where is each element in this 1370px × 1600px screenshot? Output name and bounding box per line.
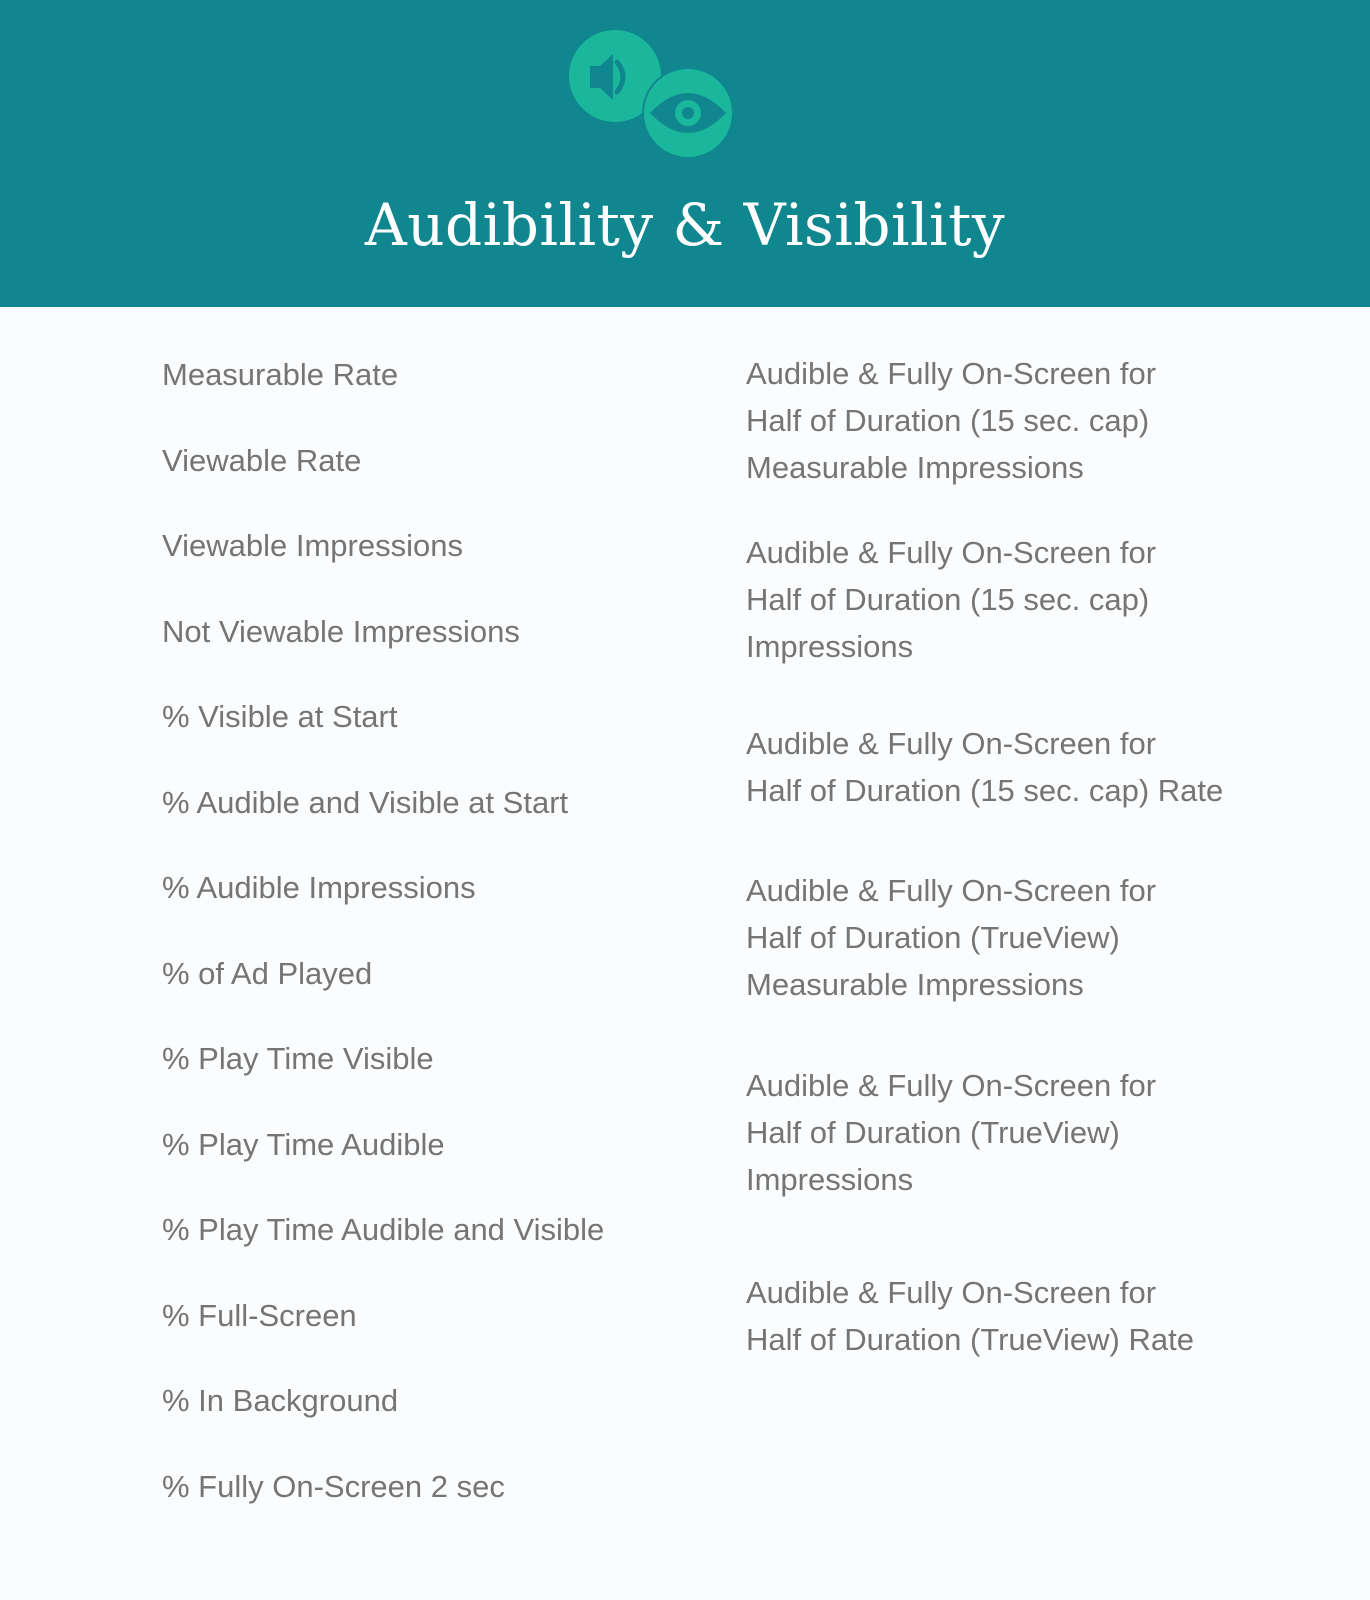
list-item: % In Background bbox=[162, 1383, 399, 1418]
list-item: % Audible Impressions bbox=[162, 870, 476, 905]
list-item bbox=[746, 529, 1156, 670]
list-item-line: Audible & Fully On-Screen for bbox=[746, 1275, 1157, 1310]
list-item: % of Ad Played bbox=[162, 955, 373, 991]
list-item: Not Viewable Impressions bbox=[162, 613, 520, 649]
list-item-line: Impressions bbox=[746, 1162, 914, 1197]
list-item-line: Half of Duration (TrueView) bbox=[746, 1115, 1120, 1150]
list-item: % Play Time Audible bbox=[162, 1126, 445, 1162]
list-item-line: Impressions bbox=[746, 629, 914, 664]
list-item-line: Half of Duration (15 sec. cap) Rate bbox=[746, 773, 1224, 808]
list-item bbox=[746, 350, 1156, 491]
list-item: % Audible and Visible at Start bbox=[162, 784, 569, 820]
left-metrics-list bbox=[162, 347, 722, 1544]
list-item: Measurable Rate bbox=[162, 357, 399, 392]
list-item: Viewable Rate bbox=[162, 442, 362, 478]
list-item-line: Audible & Fully On-Screen for bbox=[746, 726, 1157, 761]
list-item: % Fully On-Screen 2 sec bbox=[162, 1468, 505, 1504]
eye-icon bbox=[642, 67, 734, 159]
list-item-line: Measurable Impressions bbox=[746, 967, 1084, 1002]
list-item: % Play Time Visible bbox=[162, 1041, 434, 1076]
list-item: Viewable Impressions bbox=[162, 528, 463, 563]
list-item bbox=[746, 720, 1223, 814]
list-item-line: Audible & Fully On-Screen for bbox=[746, 535, 1157, 570]
list-item-line: Audible & Fully On-Screen for bbox=[746, 356, 1157, 391]
list-item: % Full-Screen bbox=[162, 1297, 357, 1333]
page-title: Audibility & Visibility bbox=[364, 191, 1006, 259]
list-item-line: Half of Duration (TrueView) bbox=[746, 920, 1120, 955]
list-item: % Play Time Audible and Visible bbox=[162, 1212, 605, 1247]
list-item bbox=[746, 867, 1156, 1008]
header-banner bbox=[0, 0, 1370, 307]
list-item-line: Half of Duration (15 sec. cap) bbox=[746, 403, 1150, 438]
list-item-line: Audible & Fully On-Screen for bbox=[746, 1068, 1157, 1103]
list-item-line: Half of Duration (15 sec. cap) bbox=[746, 582, 1150, 617]
list-item-line: Measurable Impressions bbox=[746, 450, 1084, 485]
list-item-line: Half of Duration (TrueView) Rate bbox=[746, 1322, 1194, 1357]
list-item: % Visible at Start bbox=[162, 699, 398, 734]
list-item-line: Audible & Fully On-Screen for bbox=[746, 873, 1157, 908]
list-item bbox=[746, 1062, 1156, 1203]
audibility-visibility-logo bbox=[568, 30, 738, 160]
list-item bbox=[746, 1269, 1194, 1363]
